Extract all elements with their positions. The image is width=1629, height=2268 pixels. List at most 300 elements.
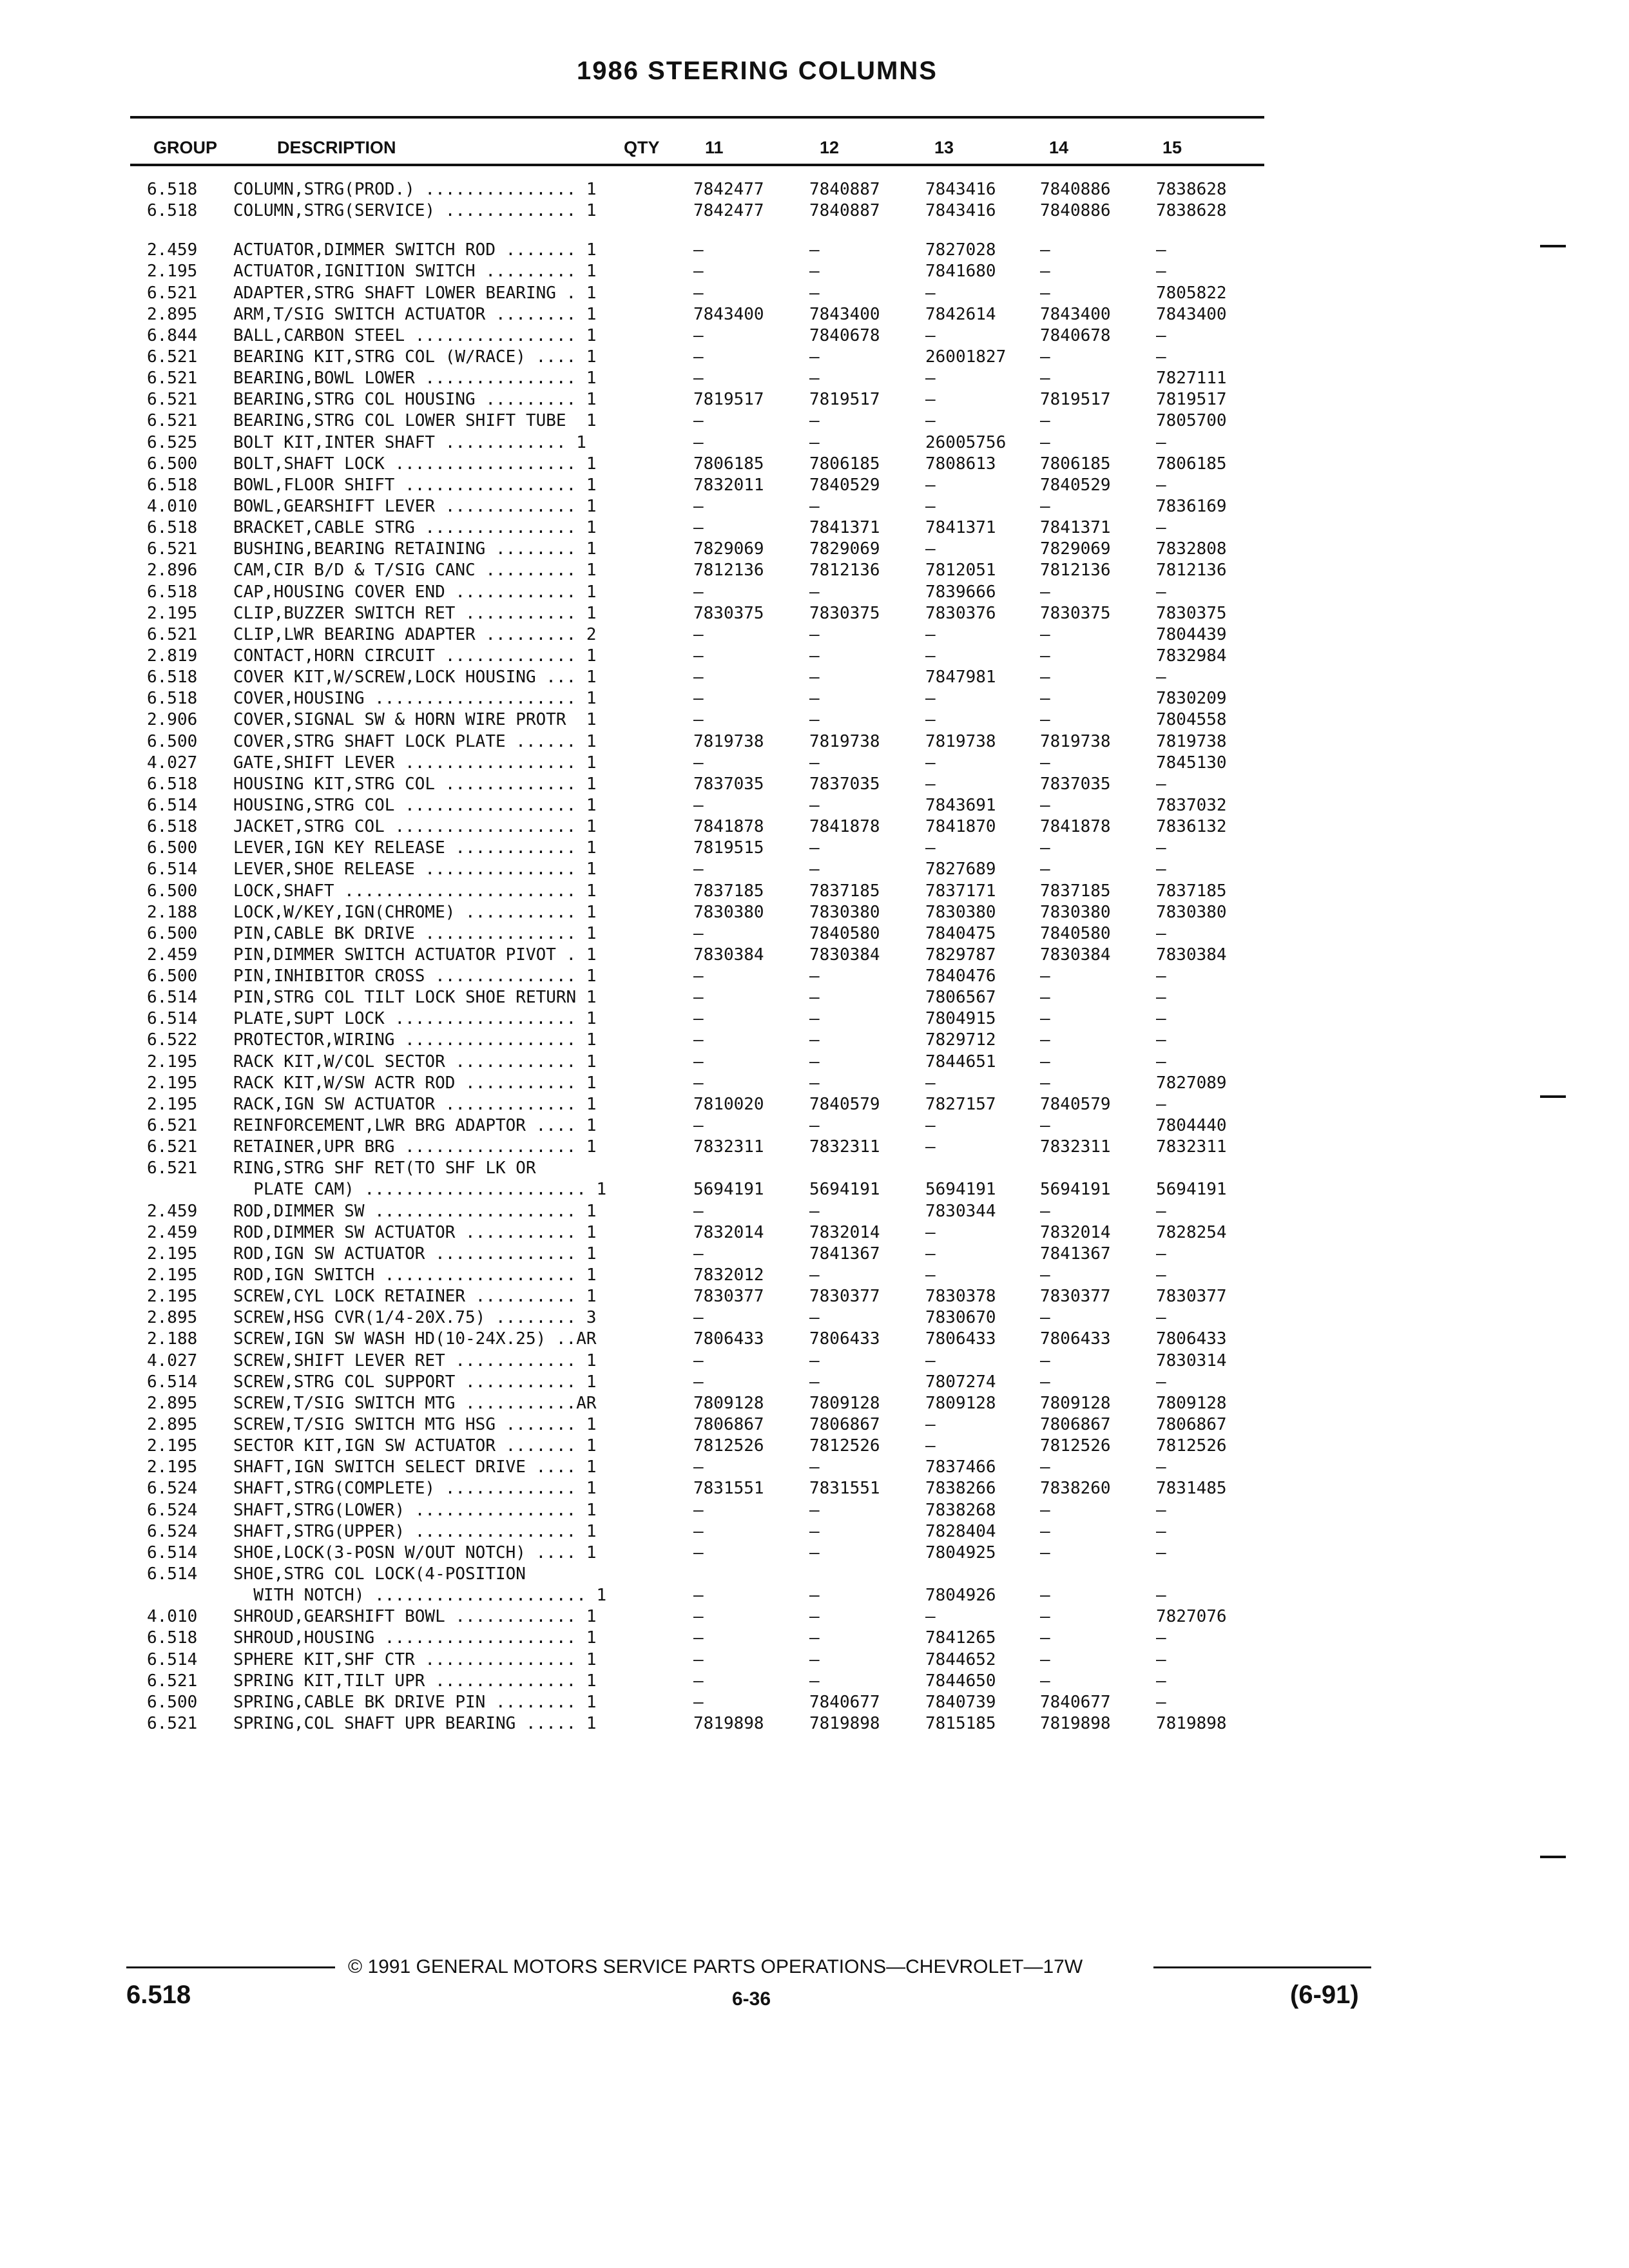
- table-row: [0, 1500, 1629, 1521]
- col-15-cell: 7819738: [1156, 731, 1227, 751]
- description-cell: BEARING,BOWL LOWER ............... 1: [233, 369, 597, 389]
- col-12-cell: —: [809, 1521, 820, 1541]
- col-11-cell: 7806433: [693, 1329, 764, 1349]
- col-14-cell: 7832311: [1040, 1137, 1111, 1157]
- description-cell: CLIP,BUZZER SWITCH RET ........... 1: [233, 603, 597, 623]
- col-12-cell: —: [809, 1586, 820, 1606]
- col-11-cell: 7837035: [693, 774, 764, 794]
- col-12-cell: —: [809, 624, 820, 644]
- table-row: [0, 1542, 1629, 1564]
- col-13-cell: 7804925: [925, 1542, 996, 1562]
- col-14-cell: —: [1040, 347, 1050, 367]
- description-cell: LOCK,SHAFT ....................... 1: [233, 881, 597, 901]
- col-11-cell: 7812136: [693, 561, 764, 581]
- col-15-cell: 7831485: [1156, 1479, 1227, 1499]
- col-13-cell: —: [925, 1244, 936, 1264]
- description-cell: SHOE,LOCK(3-POSN W/OUT NOTCH) .... 1: [233, 1542, 597, 1562]
- col-13-cell: 7827028: [925, 240, 996, 260]
- col-14-cell: 7837185: [1040, 881, 1111, 901]
- group-cell: 2.195: [147, 1052, 198, 1072]
- col-12-cell: —: [809, 432, 820, 452]
- table-row: [0, 179, 1629, 200]
- group-cell: 2.819: [147, 646, 198, 666]
- footer-page-number: 6-36: [732, 1988, 771, 2010]
- col-14-cell: —: [1040, 1350, 1050, 1370]
- col-11-cell: —: [693, 624, 704, 644]
- col-12-cell: —: [809, 1052, 820, 1072]
- col-15-cell: —: [1156, 988, 1166, 1008]
- col-11-cell: —: [693, 262, 704, 282]
- col-15-cell: 7837032: [1156, 795, 1227, 815]
- header-col-12: 12: [820, 138, 840, 157]
- col-14-cell: 7841367: [1040, 1244, 1111, 1264]
- margin-tick: [1540, 1095, 1566, 1098]
- header-description: DESCRIPTION: [277, 138, 396, 157]
- col-12-cell: 7812526: [809, 1436, 880, 1456]
- col-15-cell: —: [1156, 1671, 1166, 1691]
- col-15-cell: —: [1156, 1649, 1166, 1669]
- group-cell: 6.524: [147, 1479, 198, 1499]
- group-cell: 6.521: [147, 1116, 198, 1136]
- col-15-cell: 7836169: [1156, 496, 1227, 516]
- col-14-cell: 7830380: [1040, 902, 1111, 922]
- description-cell: SPRING KIT,TILT UPR .............. 1: [233, 1671, 597, 1691]
- header-bottom-rule: [130, 164, 1264, 166]
- col-15-cell: 7838628: [1156, 201, 1227, 221]
- col-13-cell: —: [925, 753, 936, 773]
- table-row: [0, 1457, 1629, 1478]
- col-13-cell: 7840739: [925, 1692, 996, 1712]
- col-15-cell: 7843400: [1156, 304, 1227, 324]
- col-15-cell: 7804439: [1156, 624, 1227, 644]
- col-14-cell: 7830384: [1040, 945, 1111, 965]
- col-11-cell: 7842477: [693, 201, 764, 221]
- table-row: [0, 1030, 1629, 1051]
- col-14-cell: —: [1040, 753, 1050, 773]
- group-cell: 2.195: [147, 1094, 198, 1114]
- group-cell: 6.500: [147, 966, 198, 986]
- table-row: [0, 539, 1629, 560]
- col-12-cell: 7841878: [809, 817, 880, 837]
- group-cell: 2.195: [147, 1244, 198, 1264]
- table-row: [0, 646, 1629, 667]
- description-cell: ROD,DIMMER SW ACTUATOR ........... 1: [233, 1222, 597, 1242]
- col-15-cell: 7832808: [1156, 539, 1227, 559]
- col-12-cell: —: [809, 1073, 820, 1093]
- description-cell: BRACKET,CABLE STRG ............... 1: [233, 518, 597, 538]
- col-12-cell: 5694191: [809, 1180, 880, 1200]
- group-cell: 2.895: [147, 304, 198, 324]
- description-cell: SCREW,T/SIG SWITCH MTG ...........AR: [233, 1393, 597, 1413]
- col-14-cell: —: [1040, 1030, 1050, 1050]
- description-cell: RING,STRG SHF RET(TO SHF LK OR: [233, 1158, 536, 1178]
- col-12-cell: —: [809, 1009, 820, 1029]
- col-11-cell: —: [693, 347, 704, 367]
- col-13-cell: —: [925, 624, 936, 644]
- table-row: [0, 838, 1629, 859]
- col-11-cell: 7809128: [693, 1393, 764, 1413]
- col-12-cell: —: [809, 710, 820, 730]
- col-14-cell: 7841371: [1040, 518, 1111, 538]
- footer-copyright: © 1991 GENERAL MOTORS SERVICE PARTS OPERATIONS—CHEVROLET—17W: [348, 1956, 1083, 1977]
- col-12-cell: 7809128: [809, 1393, 880, 1413]
- col-14-cell: —: [1040, 1009, 1050, 1029]
- description-cell: COVER,SIGNAL SW & HORN WIRE PROTR 1: [233, 710, 597, 730]
- col-14-cell: 7840580: [1040, 923, 1111, 943]
- col-12-cell: —: [809, 582, 820, 602]
- col-14-cell: 7840678: [1040, 325, 1111, 345]
- col-15-cell: —: [1156, 1457, 1166, 1477]
- col-12-cell: —: [809, 966, 820, 986]
- col-11-cell: —: [693, 1308, 704, 1328]
- group-cell: 6.500: [147, 923, 198, 943]
- col-14-cell: 7840677: [1040, 1692, 1111, 1712]
- col-13-cell: 7841680: [925, 262, 996, 282]
- col-12-cell: —: [809, 988, 820, 1008]
- col-11-cell: 7806867: [693, 1415, 764, 1435]
- col-11-cell: —: [693, 1073, 704, 1093]
- group-cell: 6.500: [147, 1692, 198, 1712]
- col-12-cell: —: [809, 1500, 820, 1520]
- col-14-cell: 7840886: [1040, 180, 1111, 199]
- group-cell: 2.459: [147, 945, 198, 965]
- col-15-cell: 7830209: [1156, 689, 1227, 709]
- col-13-cell: 7804926: [925, 1586, 996, 1606]
- col-11-cell: 7806185: [693, 454, 764, 474]
- table-row: [0, 902, 1629, 923]
- description-cell: SPRING,COL SHAFT UPR BEARING ..... 1: [233, 1713, 597, 1733]
- col-11-cell: —: [693, 283, 704, 303]
- col-11-cell: 7830380: [693, 902, 764, 922]
- col-15-cell: —: [1156, 1094, 1166, 1114]
- group-cell: 2.188: [147, 1329, 198, 1349]
- col-11-cell: —: [693, 1030, 704, 1050]
- col-12-cell: —: [809, 838, 820, 858]
- col-11-cell: 7843400: [693, 304, 764, 324]
- col-13-cell: —: [925, 325, 936, 345]
- col-14-cell: —: [1040, 689, 1050, 709]
- description-cell: SHOE,STRG COL LOCK(4-POSITION: [233, 1564, 526, 1584]
- col-13-cell: —: [925, 1350, 936, 1370]
- col-14-cell: —: [1040, 1116, 1050, 1136]
- col-13-cell: 7839666: [925, 582, 996, 602]
- table-row: [0, 283, 1629, 304]
- col-11-cell: —: [693, 753, 704, 773]
- description-cell: PIN,INHIBITOR CROSS .............. 1: [233, 966, 597, 986]
- margin-tick: [1540, 245, 1566, 247]
- table-row: [0, 1115, 1629, 1137]
- col-14-cell: 7829069: [1040, 539, 1111, 559]
- col-15-cell: —: [1156, 1009, 1166, 1029]
- group-cell: 6.500: [147, 454, 198, 474]
- col-14-cell: —: [1040, 262, 1050, 282]
- col-14-cell: 7819898: [1040, 1713, 1111, 1733]
- group-cell: 2.195: [147, 1287, 198, 1307]
- col-14-cell: —: [1040, 369, 1050, 389]
- description-cell: ADAPTER,STRG SHAFT LOWER BEARING . 1: [233, 283, 597, 303]
- table-row: [0, 1585, 1629, 1606]
- table-row: [0, 881, 1629, 902]
- description-cell: BOLT KIT,INTER SHAFT ............ 1: [233, 432, 586, 452]
- col-13-cell: 7840475: [925, 923, 996, 943]
- footer-rule-right: [1153, 1966, 1371, 1968]
- col-14-cell: —: [1040, 838, 1050, 858]
- group-cell: 2.195: [147, 1265, 198, 1285]
- col-11-cell: 7829069: [693, 539, 764, 559]
- table-row: [0, 1606, 1629, 1628]
- parts-table: [0, 179, 1629, 1735]
- description-cell: PLATE CAM) ...................... 1: [233, 1180, 607, 1200]
- description-cell: PIN,CABLE BK DRIVE ............... 1: [233, 923, 597, 943]
- col-13-cell: 7806567: [925, 988, 996, 1008]
- page-title: 1986 STEERING COLUMNS: [577, 57, 938, 85]
- col-14-cell: —: [1040, 1542, 1050, 1562]
- col-12-cell: —: [809, 1607, 820, 1627]
- col-15-cell: —: [1156, 1201, 1166, 1221]
- col-11-cell: —: [693, 432, 704, 452]
- description-cell: SPRING,CABLE BK DRIVE PIN ........ 1: [233, 1692, 597, 1712]
- table-row: [0, 368, 1629, 389]
- table-row: [0, 1628, 1629, 1649]
- description-cell: ACTUATOR,DIMMER SWITCH ROD ....... 1: [233, 240, 597, 260]
- header-top-rule: [130, 116, 1264, 119]
- description-cell: SCREW,IGN SW WASH HD(10-24X.25) ..AR: [233, 1329, 597, 1349]
- col-11-cell: —: [693, 1009, 704, 1029]
- description-cell: LEVER,IGN KEY RELEASE ............ 1: [233, 838, 597, 858]
- col-11-cell: —: [693, 1244, 704, 1264]
- col-14-cell: —: [1040, 1586, 1050, 1606]
- col-11-cell: —: [693, 668, 704, 687]
- description-cell: CAM,CIR B/D & T/SIG CANC ......... 1: [233, 561, 597, 581]
- group-cell: 2.906: [147, 710, 198, 730]
- table-row: [0, 1265, 1629, 1286]
- col-15-cell: —: [1156, 923, 1166, 943]
- col-13-cell: 7815185: [925, 1713, 996, 1733]
- col-15-cell: —: [1156, 860, 1166, 879]
- col-15-cell: 7827089: [1156, 1073, 1227, 1093]
- group-cell: 6.518: [147, 1628, 198, 1648]
- col-14-cell: —: [1040, 240, 1050, 260]
- col-14-cell: —: [1040, 432, 1050, 452]
- group-cell: 2.459: [147, 240, 198, 260]
- col-11-cell: —: [693, 1542, 704, 1562]
- footer-rule-left: [126, 1966, 335, 1968]
- col-12-cell: —: [809, 411, 820, 431]
- description-cell: COVER KIT,W/SCREW,LOCK HOUSING ... 1: [233, 668, 597, 687]
- col-11-cell: 7832011: [693, 475, 764, 495]
- col-15-cell: 7830384: [1156, 945, 1227, 965]
- col-15-cell: 7804440: [1156, 1116, 1227, 1136]
- col-15-cell: —: [1156, 838, 1166, 858]
- group-cell: 6.500: [147, 731, 198, 751]
- description-cell: ROD,IGN SWITCH ................... 1: [233, 1265, 597, 1285]
- col-12-cell: —: [809, 347, 820, 367]
- description-cell: RACK KIT,W/COL SECTOR ............ 1: [233, 1052, 597, 1072]
- col-14-cell: —: [1040, 1052, 1050, 1072]
- group-cell: 2.895: [147, 1415, 198, 1435]
- col-15-cell: —: [1156, 1692, 1166, 1712]
- col-12-cell: 7830384: [809, 945, 880, 965]
- col-13-cell: 7830380: [925, 902, 996, 922]
- col-13-cell: 7827689: [925, 860, 996, 879]
- table-row: [0, 795, 1629, 816]
- table-row: [0, 347, 1629, 368]
- description-cell: ROD,DIMMER SW .................... 1: [233, 1201, 597, 1221]
- col-12-cell: —: [809, 1201, 820, 1221]
- col-13-cell: —: [925, 369, 936, 389]
- col-13-cell: —: [925, 1436, 936, 1456]
- col-15-cell: 7837185: [1156, 881, 1227, 901]
- col-14-cell: 7830375: [1040, 603, 1111, 623]
- col-14-cell: 7841878: [1040, 817, 1111, 837]
- col-12-cell: 7837185: [809, 881, 880, 901]
- col-11-cell: 7831551: [693, 1479, 764, 1499]
- group-cell: 6.514: [147, 1564, 198, 1584]
- col-14-cell: —: [1040, 1372, 1050, 1392]
- col-11-cell: —: [693, 1372, 704, 1392]
- col-12-cell: 7841371: [809, 518, 880, 538]
- col-15-cell: —: [1156, 966, 1166, 986]
- col-11-cell: —: [693, 966, 704, 986]
- table-row: [0, 1372, 1629, 1393]
- col-13-cell: 7804915: [925, 1009, 996, 1029]
- group-cell: 6.514: [147, 988, 198, 1008]
- col-14-cell: 7838260: [1040, 1479, 1111, 1499]
- col-12-cell: 7812136: [809, 561, 880, 581]
- group-cell: 6.521: [147, 624, 198, 644]
- col-12-cell: —: [809, 369, 820, 389]
- group-cell: 6.524: [147, 1521, 198, 1541]
- col-12-cell: 7831551: [809, 1479, 880, 1499]
- col-15-cell: 7830314: [1156, 1350, 1227, 1370]
- col-15-cell: —: [1156, 325, 1166, 345]
- col-11-cell: 7842477: [693, 180, 764, 199]
- description-cell: SCREW,SHIFT LEVER RET ............ 1: [233, 1350, 597, 1370]
- col-14-cell: 7806433: [1040, 1329, 1111, 1349]
- col-12-cell: 7832311: [809, 1137, 880, 1157]
- group-cell: 4.010: [147, 1607, 198, 1627]
- col-12-cell: 7840677: [809, 1692, 880, 1712]
- col-13-cell: 7841870: [925, 817, 996, 837]
- header-col-13: 13: [934, 138, 954, 157]
- table-row: [0, 475, 1629, 496]
- col-12-cell: —: [809, 1265, 820, 1285]
- description-cell: ROD,IGN SW ACTUATOR .............. 1: [233, 1244, 597, 1264]
- col-12-cell: 7806433: [809, 1329, 880, 1349]
- col-12-cell: —: [809, 689, 820, 709]
- col-11-cell: 7819515: [693, 838, 764, 858]
- col-12-cell: —: [809, 496, 820, 516]
- group-cell: 6.518: [147, 817, 198, 837]
- col-14-cell: —: [1040, 1628, 1050, 1648]
- col-13-cell: 7830378: [925, 1287, 996, 1307]
- group-cell: 4.027: [147, 753, 198, 773]
- description-cell: CLIP,LWR BEARING ADAPTER ......... 2: [233, 624, 597, 644]
- col-12-cell: 7830380: [809, 902, 880, 922]
- col-13-cell: —: [925, 411, 936, 431]
- col-13-cell: 7843416: [925, 201, 996, 221]
- table-row: [0, 923, 1629, 945]
- col-15-cell: 7828254: [1156, 1222, 1227, 1242]
- col-15-cell: —: [1156, 774, 1166, 794]
- col-14-cell: —: [1040, 1308, 1050, 1328]
- col-14-cell: —: [1040, 1649, 1050, 1669]
- table-row: [0, 624, 1629, 646]
- table-row: [0, 1521, 1629, 1542]
- description-cell: RACK KIT,W/SW ACTR ROD ........... 1: [233, 1073, 597, 1093]
- group-cell: 2.459: [147, 1201, 198, 1221]
- table-row: [0, 325, 1629, 347]
- col-12-cell: —: [809, 1350, 820, 1370]
- col-11-cell: —: [693, 518, 704, 538]
- table-row: [0, 1564, 1629, 1585]
- description-cell: BOWL,GEARSHIFT LEVER ............. 1: [233, 496, 597, 516]
- col-15-cell: —: [1156, 1586, 1166, 1606]
- group-cell: 6.514: [147, 1542, 198, 1562]
- col-13-cell: 7842614: [925, 304, 996, 324]
- group-cell: 6.844: [147, 325, 198, 345]
- table-row: [0, 966, 1629, 987]
- footer-date: (6-91): [1290, 1981, 1359, 2009]
- table-row: [0, 1436, 1629, 1457]
- col-12-cell: 7841367: [809, 1244, 880, 1264]
- col-12-cell: 7843400: [809, 304, 880, 324]
- description-cell: LOCK,W/KEY,IGN(CHROME) ........... 1: [233, 902, 597, 922]
- group-cell: 4.010: [147, 496, 198, 516]
- col-11-cell: 7810020: [693, 1094, 764, 1114]
- col-13-cell: —: [925, 1222, 936, 1242]
- col-13-cell: —: [925, 390, 936, 410]
- table-row: [0, 1052, 1629, 1073]
- col-13-cell: 7837171: [925, 881, 996, 901]
- col-12-cell: 7837035: [809, 774, 880, 794]
- table-row: [0, 753, 1629, 774]
- group-cell: 4.027: [147, 1350, 198, 1370]
- col-13-cell: —: [925, 539, 936, 559]
- col-13-cell: 26005756: [925, 432, 1007, 452]
- description-cell: COLUMN,STRG(SERVICE) ............. 1: [233, 201, 597, 221]
- col-13-cell: —: [925, 1415, 936, 1435]
- group-cell: 6.521: [147, 390, 198, 410]
- table-row: [0, 496, 1629, 517]
- group-cell: 2.195: [147, 1436, 198, 1456]
- col-13-cell: —: [925, 1607, 936, 1627]
- col-12-cell: —: [809, 646, 820, 666]
- col-14-cell: —: [1040, 1457, 1050, 1477]
- col-11-cell: —: [693, 369, 704, 389]
- col-11-cell: 7830384: [693, 945, 764, 965]
- col-13-cell: 7844651: [925, 1052, 996, 1072]
- col-15-cell: —: [1156, 1030, 1166, 1050]
- description-cell: SCREW,CYL LOCK RETAINER .......... 1: [233, 1287, 597, 1307]
- col-14-cell: —: [1040, 1607, 1050, 1627]
- header-col-11: 11: [705, 138, 724, 157]
- table-row: [0, 1137, 1629, 1158]
- header-col-15: 15: [1162, 138, 1182, 157]
- description-cell: ACTUATOR,IGNITION SWITCH ......... 1: [233, 262, 597, 282]
- col-15-cell: 7804558: [1156, 710, 1227, 730]
- col-15-cell: —: [1156, 1500, 1166, 1520]
- col-13-cell: 7840476: [925, 966, 996, 986]
- col-13-cell: —: [925, 838, 936, 858]
- table-row: [0, 816, 1629, 838]
- group-cell: 2.195: [147, 1457, 198, 1477]
- table-row: [0, 1008, 1629, 1030]
- description-cell: CONTACT,HORN CIRCUIT ............. 1: [233, 646, 597, 666]
- col-15-cell: —: [1156, 432, 1166, 452]
- col-13-cell: —: [925, 1073, 936, 1093]
- col-15-cell: 7830380: [1156, 902, 1227, 922]
